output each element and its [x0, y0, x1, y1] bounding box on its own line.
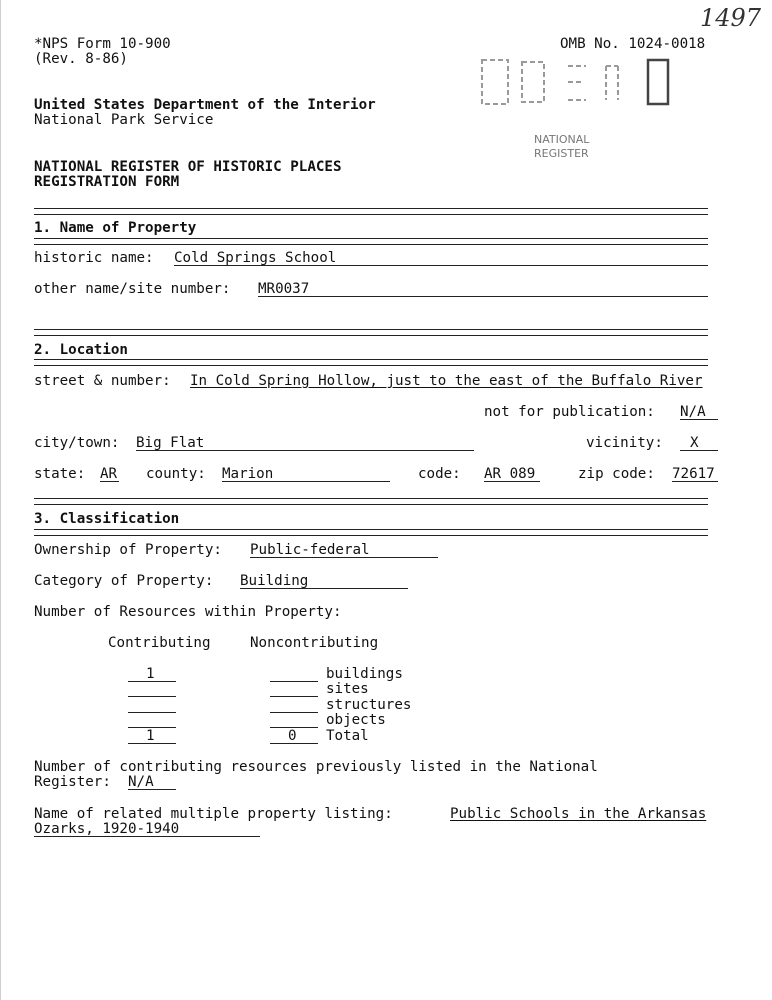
service-name: National Park Service [34, 112, 214, 128]
previously-listed-text: Number of contributing resources previously listed in the National [34, 759, 598, 775]
section-divider [34, 529, 708, 536]
contributing-line [128, 743, 176, 744]
resource-type-buildings: buildings [326, 666, 403, 682]
other-name-line [258, 296, 708, 297]
resource-type-objects: objects [326, 712, 386, 728]
vicinity-value[interactable]: X [690, 435, 699, 451]
previously-listed-line [128, 789, 176, 790]
historic-name-line [174, 265, 708, 266]
resource-type-structures: structures [326, 697, 412, 713]
stamp-text-national: NATIONAL [534, 133, 590, 146]
county-line [222, 481, 390, 482]
ownership-value[interactable]: Public-federal [250, 542, 370, 558]
other-name-value[interactable]: MR0037 [258, 281, 310, 297]
section-divider [34, 498, 708, 505]
department-name: United States Department of the Interior [34, 97, 376, 113]
city-label: city/town: [34, 435, 120, 451]
section-divider [34, 329, 708, 336]
city-value[interactable]: Big Flat [136, 435, 205, 451]
city-line [136, 450, 474, 451]
previously-listed-value[interactable]: N/A [128, 774, 154, 790]
not-for-publication-line [680, 419, 718, 420]
multiple-property-value-part2[interactable]: Ozarks, 1920-1940 [34, 821, 180, 837]
section-1-heading: 1. Name of Property [34, 220, 197, 236]
form-revision: (Rev. 8-86) [34, 51, 128, 67]
historic-name-label: historic name: [34, 250, 154, 266]
multiple-property-label: Name of related multiple property listing: [34, 806, 393, 822]
column-contributing: Contributing [108, 635, 211, 651]
noncontributing-line [270, 743, 318, 744]
code-line [484, 481, 540, 482]
previously-listed-label: Register: [34, 774, 111, 790]
contributing-count-buildings[interactable]: 1 [146, 666, 155, 682]
category-label: Category of Property: [34, 573, 214, 589]
street-value[interactable]: In Cold Spring Hollow, just to the east of the Buffalo River [190, 373, 703, 389]
ownership-label: Ownership of Property: [34, 542, 222, 558]
section-divider [34, 238, 708, 245]
street-label: street & number: [34, 373, 171, 389]
zip-value[interactable]: 72617 [672, 466, 715, 482]
ownership-line [250, 557, 438, 558]
historic-name-value[interactable]: Cold Springs School [174, 250, 337, 266]
contributing-line [128, 681, 176, 682]
form-title-line2: REGISTRATION FORM [34, 174, 180, 190]
stamp-text-register: REGISTER [534, 147, 589, 160]
section-divider [34, 359, 708, 366]
section-3-heading: 3. Classification [34, 511, 180, 527]
county-label: county: [146, 466, 206, 482]
state-value[interactable]: AR [100, 466, 118, 482]
not-for-publication-label: not for publication: [484, 404, 655, 420]
category-line [240, 588, 408, 589]
received-stamp-mark [478, 56, 673, 116]
noncontributing-line [270, 696, 318, 697]
zip-label: zip code: [578, 466, 655, 482]
handwritten-number: 1497 [700, 4, 762, 32]
multiple-property-value-part1[interactable]: Public Schools in the Arkansas [450, 806, 707, 822]
not-for-publication-value[interactable]: N/A [680, 404, 706, 420]
state-line [100, 481, 119, 482]
contributing-count-total[interactable]: 1 [146, 728, 155, 744]
zip-line [672, 481, 718, 482]
section-divider [34, 208, 708, 215]
omb-number: OMB No. 1024-0018 [560, 36, 706, 52]
state-label: state: [34, 466, 86, 482]
section-2-heading: 2. Location [34, 342, 128, 358]
category-value[interactable]: Building [240, 573, 309, 589]
multiple-property-line [34, 836, 260, 837]
contributing-line [128, 712, 176, 713]
resource-type-total: Total [326, 728, 369, 744]
noncontributing-count-total[interactable]: 0 [288, 728, 297, 744]
county-value[interactable]: Marion [222, 466, 274, 482]
form-number: *NPS Form 10-900 [34, 36, 171, 52]
resources-label: Number of Resources within Property: [34, 604, 342, 620]
vicinity-line [680, 450, 718, 451]
scan-edge [0, 0, 1, 1000]
noncontributing-line [270, 712, 318, 713]
code-label: code: [418, 466, 461, 482]
form-title-line1: NATIONAL REGISTER OF HISTORIC PLACES [34, 159, 342, 175]
vicinity-label: vicinity: [586, 435, 663, 451]
contributing-line [128, 696, 176, 697]
column-noncontributing: Noncontributing [250, 635, 379, 651]
code-value[interactable]: AR 089 [484, 466, 536, 482]
resource-type-sites: sites [326, 681, 369, 697]
noncontributing-line [270, 681, 318, 682]
other-name-label: other name/site number: [34, 281, 231, 297]
